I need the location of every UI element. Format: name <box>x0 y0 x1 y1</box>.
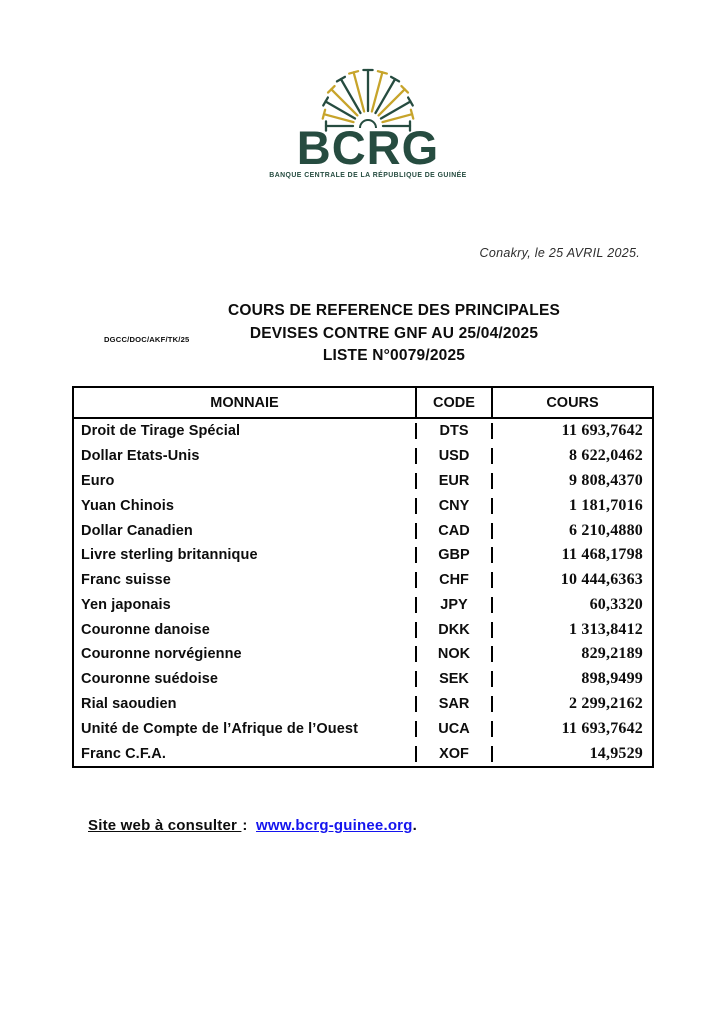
code-cell: GBP <box>415 547 493 563</box>
table-row <box>74 493 652 518</box>
code-cell: CAD <box>415 523 493 539</box>
header-cours: COURS <box>546 394 599 411</box>
bcrg-logo <box>268 40 468 179</box>
code-cell: SEK <box>415 671 493 687</box>
cours-cell: 2 299,2162 <box>569 694 643 712</box>
code-cell: DKK <box>415 622 493 638</box>
monnaie-cell: Dollar Etats-Unis <box>81 448 200 465</box>
cours-cell: 1 181,7016 <box>569 496 643 514</box>
logo-acronym: BCRG <box>296 121 440 174</box>
table-row <box>74 444 652 469</box>
table-row <box>74 469 652 494</box>
code-cell: UCA <box>415 721 493 737</box>
code-cell: EUR <box>415 473 493 489</box>
exchange-rate-table <box>72 386 654 768</box>
bcrg-rays-icon <box>293 40 443 132</box>
monnaie-cell: Rial saoudien <box>81 695 177 712</box>
cours-cell: 1 313,8412 <box>569 620 643 638</box>
code-cell: XOF <box>415 746 493 762</box>
cours-cell: 8 622,0462 <box>569 447 643 465</box>
monnaie-cell: Couronne norvégienne <box>81 646 242 663</box>
rates-table-body <box>74 419 652 766</box>
table-row <box>74 716 652 741</box>
website-period: . <box>412 817 417 834</box>
monnaie-cell: Unité de Compte de l’Afrique de l’Ouest <box>81 720 359 737</box>
cours-cell: 10 444,6363 <box>560 571 643 589</box>
cours-cell: 11 693,7642 <box>561 422 643 440</box>
table-row <box>74 419 652 444</box>
page-title <box>144 300 644 368</box>
table-row <box>74 568 652 593</box>
date-line: Conakry, le 25 AVRIL 2025. <box>479 246 640 260</box>
cours-cell: 11 468,1798 <box>561 546 643 564</box>
table-row <box>74 692 652 717</box>
table-row <box>74 617 652 642</box>
title-line-2: DEVISES CONTRE GNF AU 25/04/2025 <box>249 324 539 342</box>
logo-tagline: BANQUE CENTRALE DE LA RÉPUBLIQUE DE GUINÉE <box>269 172 467 180</box>
title-line-3: LISTE N°0079/2025 <box>322 347 466 364</box>
cours-cell: 9 808,4370 <box>569 471 643 489</box>
title-line-1: COURS DE REFERENCE DES PRINCIPALES <box>227 302 561 319</box>
website-colon: : <box>242 817 248 834</box>
cours-cell: 898,9499 <box>581 670 643 688</box>
monnaie-cell: Franc C.F.A. <box>81 745 166 762</box>
cours-cell: 6 210,4880 <box>569 521 643 539</box>
monnaie-cell: Couronne danoise <box>81 621 210 638</box>
monnaie-cell: Droit de Tirage Spécial <box>81 423 241 440</box>
table-header-row <box>74 388 652 419</box>
code-cell: CNY <box>415 498 493 514</box>
monnaie-cell: Euro <box>81 472 115 489</box>
monnaie-cell: Dollar Canadien <box>81 522 193 539</box>
monnaie-cell: Couronne suédoise <box>81 671 219 688</box>
table-row <box>74 667 652 692</box>
table-row <box>74 592 652 617</box>
website-label: Site web à consulter <box>88 817 242 834</box>
code-cell: DTS <box>415 423 493 439</box>
cours-cell: 11 693,7642 <box>561 719 643 737</box>
table-row <box>74 741 652 766</box>
table-row <box>74 543 652 568</box>
code-cell: JPY <box>415 597 493 613</box>
cours-cell: 829,2189 <box>581 645 643 663</box>
code-cell: CHF <box>415 572 493 588</box>
monnaie-cell: Franc suisse <box>81 572 171 589</box>
cours-cell: 14,9529 <box>589 744 643 762</box>
code-cell: NOK <box>415 646 493 662</box>
monnaie-cell: Yuan Chinois <box>81 497 175 514</box>
header-code: CODE <box>415 388 493 417</box>
website-line <box>88 817 417 834</box>
code-cell: USD <box>415 448 493 464</box>
header-monnaie: MONNAIE <box>210 394 279 411</box>
table-row <box>74 518 652 543</box>
document-reference: DGCC/DOC/AKF/TK/25 <box>104 335 190 344</box>
code-cell: SAR <box>415 696 493 712</box>
monnaie-cell: Livre sterling britannique <box>81 547 258 564</box>
website-link[interactable]: www.bcrg-guinee.org <box>256 817 413 834</box>
cours-cell: 60,3320 <box>589 595 643 613</box>
monnaie-cell: Yen japonais <box>81 596 171 613</box>
table-row <box>74 642 652 667</box>
